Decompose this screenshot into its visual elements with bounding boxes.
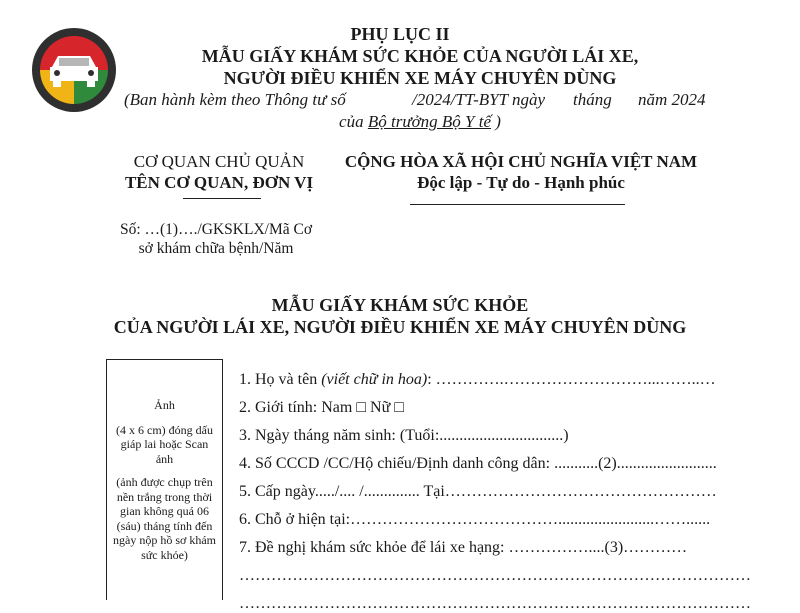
form-title-line1: MẪU GIẤY KHÁM SỨC KHỎE	[271, 295, 529, 315]
motto-divider	[410, 204, 625, 205]
issued-authority-name: Bộ trưởng Bộ Y tế	[367, 112, 492, 131]
issued-note-part2: /2024/TT-BYT ngày	[412, 90, 546, 109]
photo-note: (ảnh được chụp trên nền trắng trong thời gian không quá 06 (sáu) tháng tính đến ngày nộp hồ sơ khám sức khỏe)	[113, 475, 217, 562]
full-name-label: 1. Họ và tên	[239, 371, 322, 388]
issued-note-part1: (Ban hành kèm theo Thông tư số	[124, 90, 346, 109]
photo-title: Ảnh	[154, 398, 175, 412]
document-title-line1: MẪU GIẤY KHÁM SỨC KHỎE CỦA NGƯỜI LÁI XE,	[201, 46, 639, 66]
document-number	[111, 220, 321, 258]
current-address-field: 6. Chỗ ở hiện tại:…………………………………........................……......	[239, 511, 711, 528]
national-header	[334, 152, 708, 193]
country-name: CỘNG HÒA XÃ HỘI CHỦ NGHĨA VIỆT NAM	[344, 152, 698, 171]
id-number-field: 4. Số CCCD /CC/Hộ chiếu/Định danh công dân: ...........(2).........................	[239, 455, 717, 472]
form-title-line2: CỦA NGƯỜI LÁI XE, NGƯỜI ĐIỀU KHIỂN XE MÁY CHUYÊN DÙNG	[113, 317, 687, 337]
issued-by-authority	[0, 112, 800, 132]
issued-note-part3: tháng	[573, 90, 612, 109]
birth-date-field: 3. Ngày tháng năm sinh: (Tuổi:...............................)	[239, 427, 569, 444]
issued-note-part4: năm 2024	[638, 90, 706, 109]
agency-parent: CƠ QUAN CHỦ QUẢN	[133, 152, 305, 171]
blank-line-2: ……………………………………………………………………………………	[239, 595, 751, 612]
document-title-line2: NGƯỜI ĐIỀU KHIỂN XE MÁY CHUYÊN DÙNG	[223, 68, 617, 88]
issued-authority-suffix: )	[491, 112, 501, 131]
full-name-hint: (viết chữ in hoa)	[321, 371, 428, 388]
full-name-blank: : ………….………………………...……..…	[427, 371, 716, 388]
photo-placeholder	[106, 359, 223, 600]
issue-date-field: 5. Cấp ngày...../.... /.............. Tại……………………………………………	[239, 483, 717, 500]
gender-field: 2. Giới tính: Nam □ Nữ □	[239, 399, 404, 416]
document-number-line1: Số: …(1)…./GKSKLX/Mã Cơ	[119, 221, 313, 238]
issued-authority-prefix: của	[339, 112, 364, 131]
full-name-field	[239, 371, 716, 389]
agency-block	[99, 152, 339, 193]
photo-spec: (4 x 6 cm) đóng dấu giáp lai hoặc Scan ảnh	[116, 422, 213, 466]
blank-line-1: ……………………………………………………………………………………	[239, 567, 751, 584]
agency-name: TÊN CƠ QUAN, ĐƠN VỊ	[124, 173, 314, 192]
document-number-line2: sở khám chữa bệnh/Năm	[138, 240, 294, 257]
agency-divider	[183, 198, 261, 199]
national-motto: Độc lập - Tự do - Hạnh phúc	[417, 173, 625, 192]
license-class-field: 7. Đề nghị khám sức khỏe để lái xe hạng: ……………....(3)…………	[239, 539, 688, 556]
appendix-label: PHỤ LỤC II	[350, 24, 450, 44]
